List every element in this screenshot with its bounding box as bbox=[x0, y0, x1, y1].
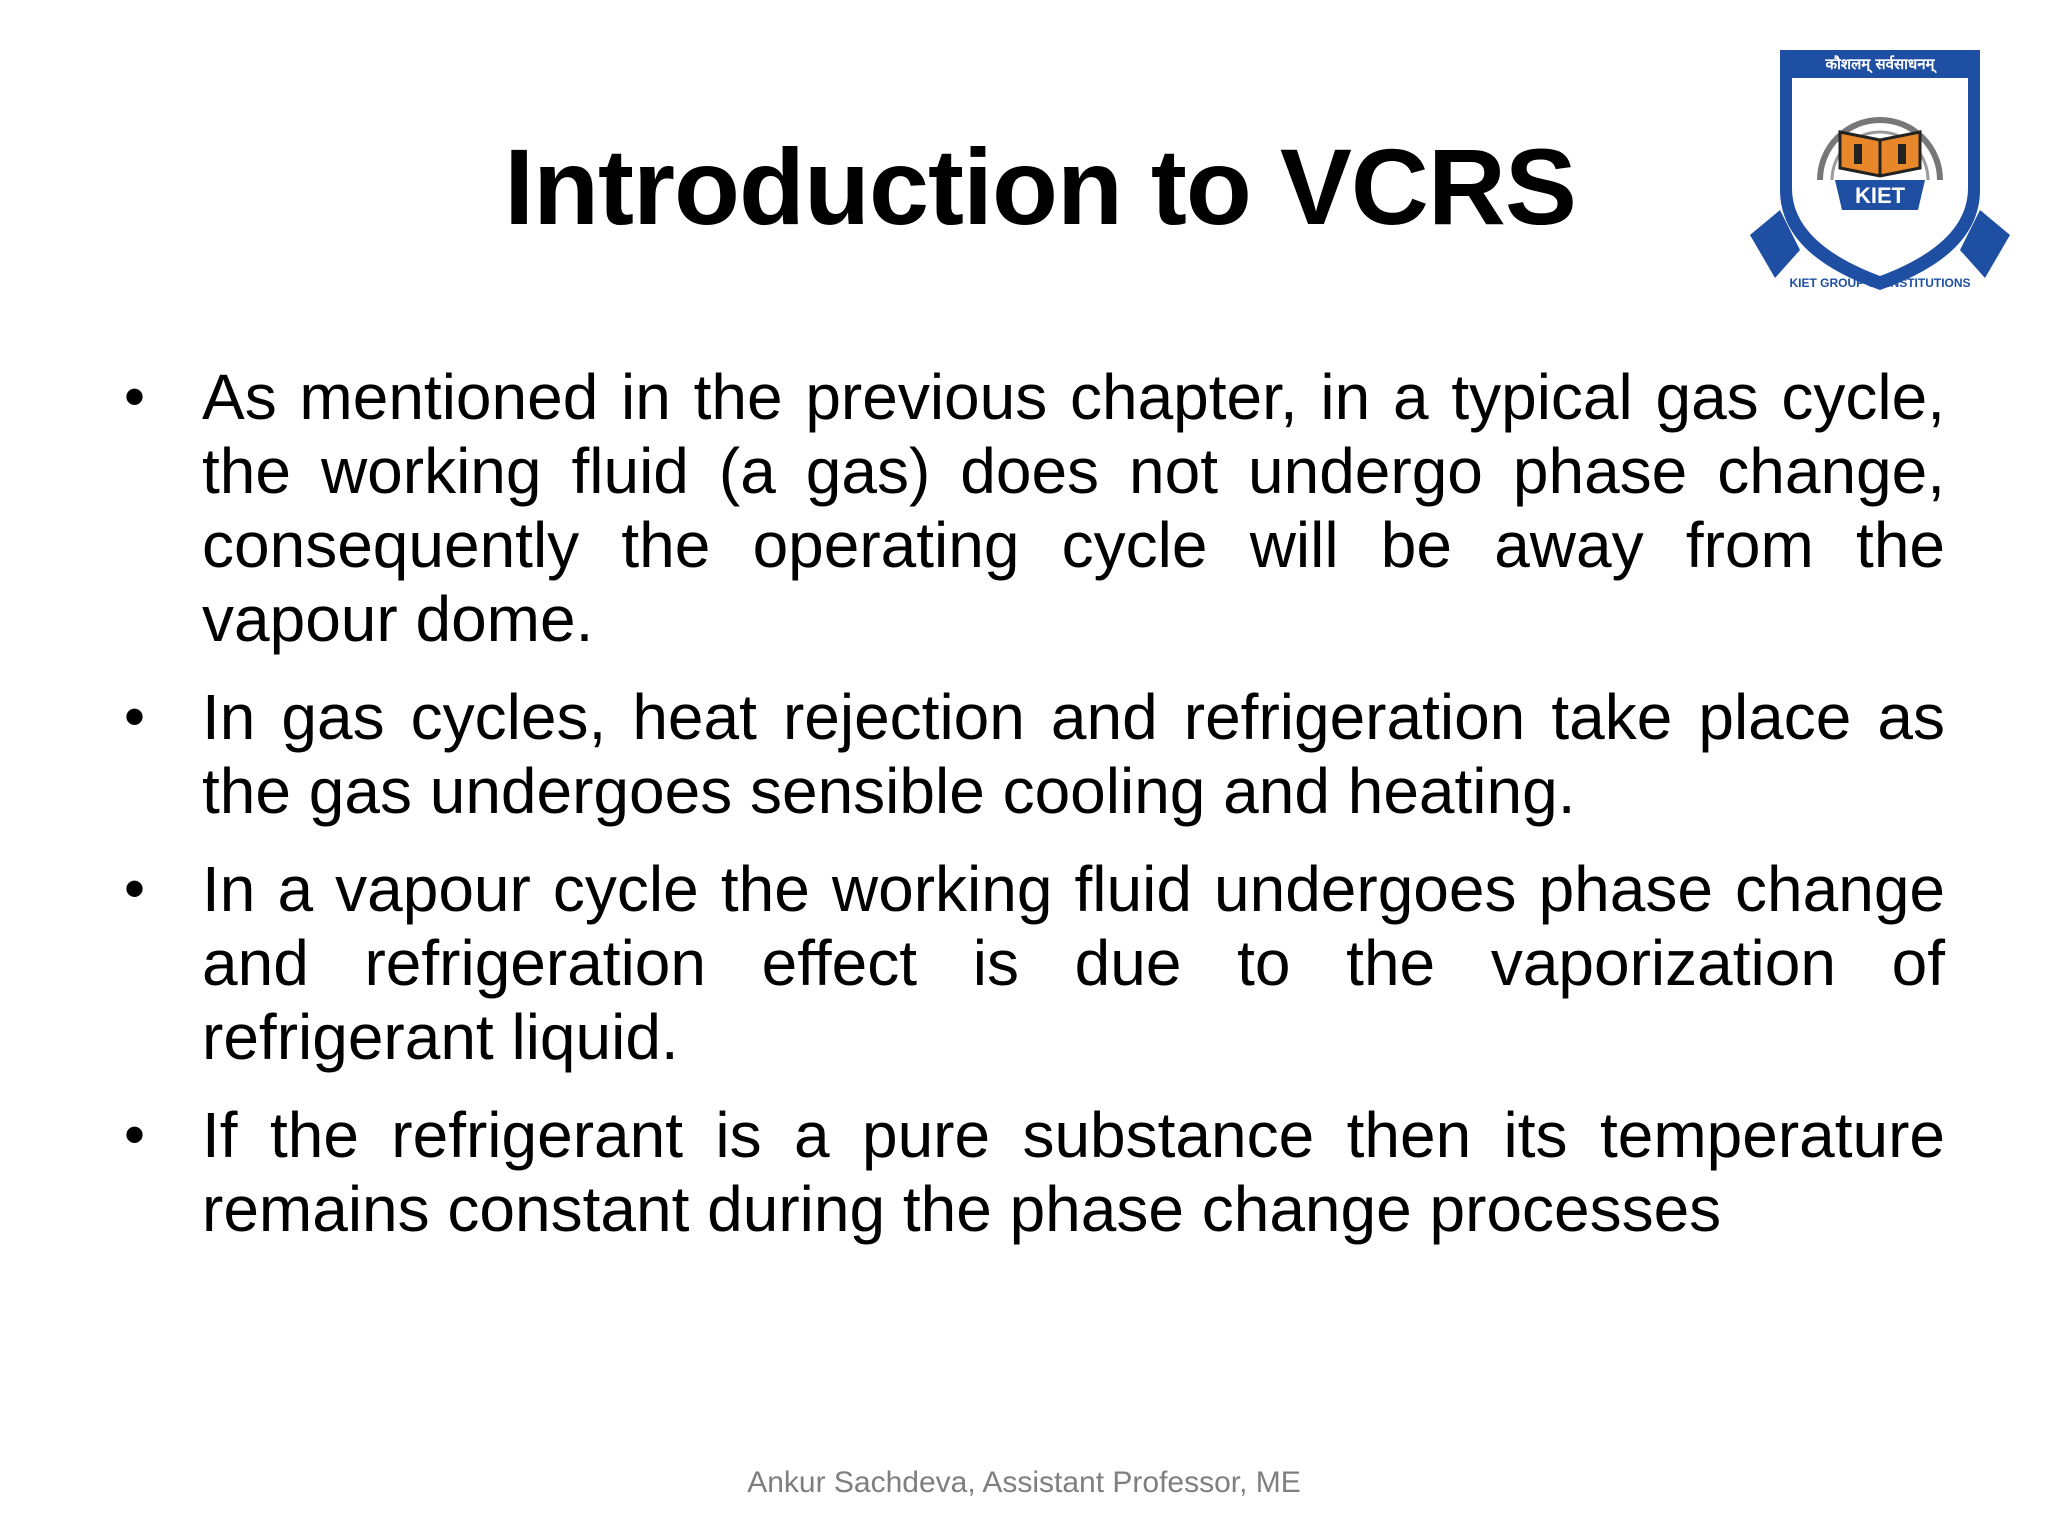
bullet-icon: • bbox=[124, 683, 146, 750]
slide-title: Introduction to VCRS bbox=[504, 126, 1576, 247]
logo-motto: कौशलम् सर्वसाधनम् bbox=[1825, 55, 1935, 73]
bullet-text: In a vapour cycle the working fluid undergoes phase change and refrigeration effect is due to the vaporization of refrigerant liquid. bbox=[202, 853, 1945, 1073]
kiet-logo bbox=[1740, 40, 2020, 298]
slide-footer: Ankur Sachdeva, Assistant Professor, ME bbox=[747, 1466, 1301, 1499]
bullet-item bbox=[120, 1098, 1945, 1246]
bullet-text: In gas cycles, heat rejection and refrigeration take place as the gas undergoes sensible cooling and heating. bbox=[202, 681, 1945, 827]
bullet-item bbox=[120, 852, 1945, 1074]
bullet-icon: • bbox=[124, 855, 146, 922]
bullet-item bbox=[120, 360, 1945, 656]
bullet-item bbox=[120, 680, 1945, 828]
logo-ring-text: KIET GROUP OF INSTITUTIONS bbox=[1789, 276, 1971, 290]
bullet-text: As mentioned in the previous chapter, in a typical gas cycle, the working fluid (a gas) does not undergo phase change, consequently the operating cycle will be away from the vapour dome. bbox=[202, 361, 1945, 655]
kiet-logo-emblem bbox=[1740, 40, 2020, 298]
logo-name: KIET bbox=[1854, 183, 1906, 208]
bullet-text: If the refrigerant is a pure substance then its temperature remains constant during the phase change processes bbox=[202, 1099, 1945, 1245]
bullet-icon: • bbox=[124, 363, 146, 430]
bullet-list bbox=[120, 360, 1945, 1270]
bullet-icon: • bbox=[124, 1101, 146, 1168]
